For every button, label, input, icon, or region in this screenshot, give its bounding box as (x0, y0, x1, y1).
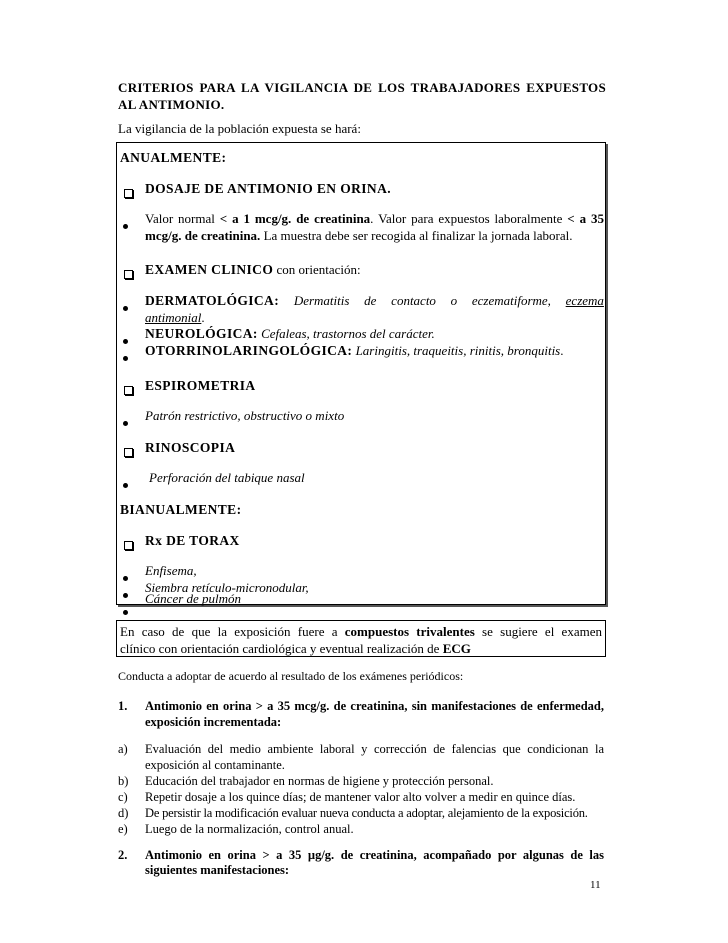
espiro-heading: ESPIROMETRIA (145, 378, 256, 393)
bullet-icon (123, 602, 128, 619)
item1-number: 1. (118, 699, 128, 713)
checkbox-bullet-icon (124, 382, 133, 399)
bullet-icon (123, 216, 128, 233)
valor-line2: mcg/g. de creatinina. La muestra debe ser recogida al finalizar la jornada laboral. (145, 228, 573, 243)
derm-line2: antimonial. (145, 310, 205, 325)
otorr-line: OTORRINOLARINGOLÓGICA: Laringitis, traqueitis, rinitis, bronquitis. (145, 343, 564, 358)
bullet-icon (123, 585, 128, 602)
siembra-line: Siembra retículo-micronodular, (145, 580, 309, 595)
derm-line1: DERMATOLÓGICA: Dermatitis de contacto o eczematiforme, eczema (145, 293, 604, 308)
checkbox-bullet-icon (124, 444, 133, 461)
checkbox-bullet-icon (124, 537, 133, 554)
rinos-heading: RINOSCOPIA (145, 440, 236, 455)
bullet-icon (123, 568, 128, 585)
subitem-b-line: Educación del trabajador en normas de higiene y protección personal. (145, 774, 494, 788)
item1-line1: Antimonio en orina > a 35 mcg/g. de creatinina, sin manifestaciones de enfermedad, (145, 699, 604, 713)
subitem-a-line1: Evaluación del medio ambiente laboral y corrección de falencias que condicionan la (145, 742, 604, 756)
valor-line1: Valor normal < a 1 mcg/g. de creatinina. Valor para expuestos laboralmente < a 35 (145, 211, 604, 226)
rx-heading: Rx DE TORAX (145, 533, 240, 548)
bullet-icon (123, 331, 128, 348)
neuro-line: NEUROLÓGICA: Cefaleas, trastornos del carácter. (145, 326, 435, 341)
page-number: 11 (590, 879, 601, 891)
checkbox-bullet-icon (124, 185, 133, 202)
bianual-heading: BIANUALMENTE: (120, 502, 242, 517)
subitem-e-line: Luego de la normalización, control anual. (145, 822, 354, 836)
subitem-a-letter: a) (118, 742, 128, 756)
item2-line2: siguientes manifestaciones: (145, 863, 290, 877)
perfor-line: Perforación del tabique nasal (149, 470, 305, 485)
subitem-c-letter: c) (118, 790, 128, 804)
trivalent-line1: En caso de que la exposición fuere a compuestos trivalentes se sugiere el examen (120, 624, 602, 639)
anual-heading: ANUALMENTE: (120, 150, 227, 165)
subitem-d-line: De persistir la modificación evaluar nueva conducta a adoptar, alejamiento de la exposición. (145, 806, 588, 820)
examen-clinico: EXAMEN CLINICO con orientación: (145, 262, 361, 277)
cancer-line: Cáncer de pulmón (145, 591, 242, 606)
patron-line: Patrón restrictivo, obstructivo o mixto (145, 408, 345, 423)
subitem-e-letter: e) (118, 822, 128, 836)
trivalent-line2: clínico con orientación cardiológica y eventual realización de ECG (120, 641, 471, 656)
subitem-d-letter: d) (118, 806, 129, 820)
item2-number: 2. (118, 848, 128, 862)
page-title: CRITERIOS PARA LA VIGILANCIA DE LOS TRABAJADORES EXPUESTOS AL ANTIMONIO. (118, 80, 606, 112)
item2-line1: Antimonio en orina > a 35 µg/g. de creatinina, acompañado por algunas de las (145, 848, 604, 862)
bullet-icon (123, 475, 128, 492)
subitem-b-letter: b) (118, 774, 129, 788)
bullet-icon (123, 413, 128, 430)
bullet-icon (123, 298, 128, 315)
dosaje-heading: DOSAJE DE ANTIMONIO EN ORINA. (145, 181, 392, 196)
conducta-text: Conducta a adoptar de acuerdo al resultado de los exámenes periódicos: (118, 669, 464, 683)
enfisema-line: Enfisema, (145, 563, 197, 578)
bullet-icon (123, 348, 128, 365)
item1-line2: exposición incrementada: (145, 715, 282, 729)
subitem-a-line2: exposición al contaminante. (145, 758, 285, 772)
subitem-c-line: Repetir dosaje a los quince días; de mantener valor alto volver a medir en quince días. (145, 790, 576, 804)
intro-text: La vigilancia de la población expuesta se hará: (118, 121, 361, 136)
checkbox-bullet-icon (124, 266, 133, 283)
